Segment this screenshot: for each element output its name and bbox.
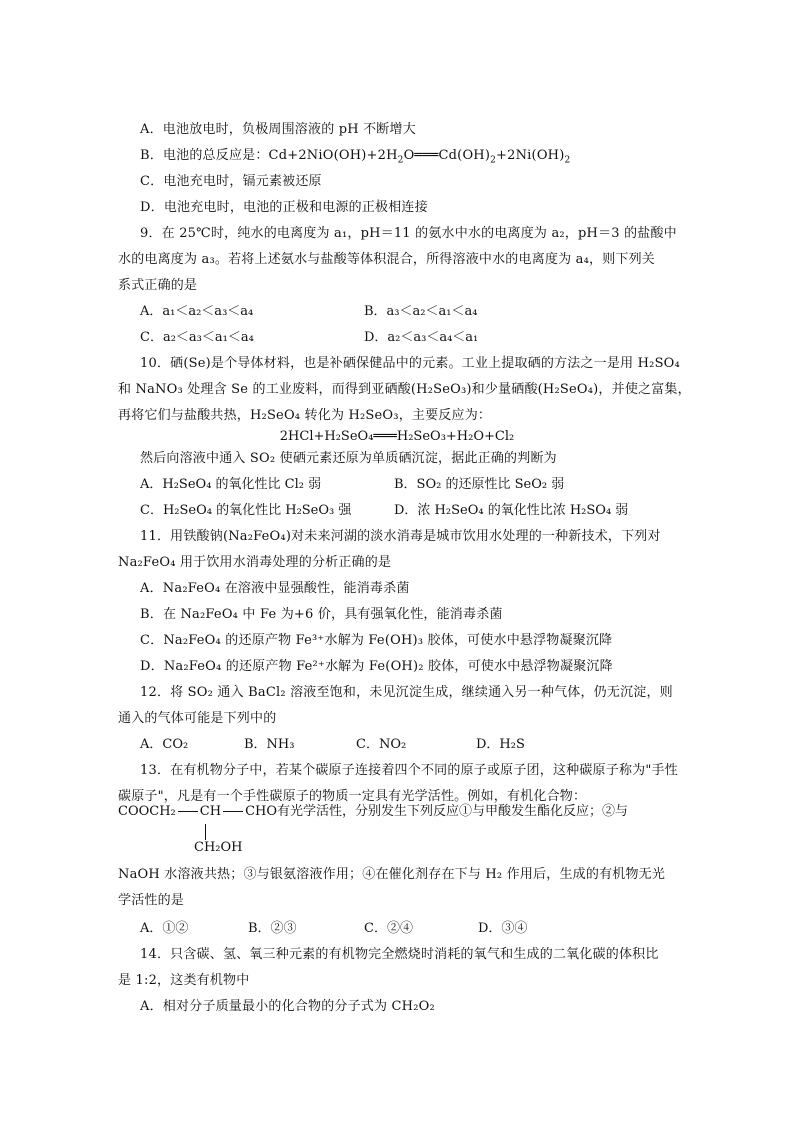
q11-option-c: C．Na₂FeO₄ 的还原产物 Fe³⁺水解为 Fe(OH)₃ 胶体，可使水中悬浮物凝聚沉降	[140, 633, 613, 648]
bond-line	[223, 811, 243, 812]
q12-stem-1: 12．将 SO₂ 通入 BaCl₂ 溶液至饱和，未见沉淀生成，继续通入另一种气体，仍无沉淀，则	[140, 685, 673, 700]
q14-stem-1: 14．只含碳、氢、氧三种元素的有机物完全燃烧时消耗的氧气和生成的二氧化碳的体积比	[140, 947, 659, 962]
q11-option-b: B．在 Na₂FeO₄ 中 Fe 为+6 价，具有强氧化性，能消毒杀菌	[140, 607, 503, 622]
vertical-bond	[205, 824, 206, 840]
structure-tail-text: 有光学活性，分别发生下列反应①与甲酸发生酯化反应；②与	[277, 804, 629, 819]
q11-option-d: D．Na₂FeO₄ 的还原产物 Fe²⁺水解为 Fe(OH)₂ 胶体，可使水中悬浮物凝聚沉降	[140, 659, 613, 674]
chiral-structure-formula	[118, 800, 629, 855]
q9-stem-2: 水的电离度为 a₃。若将上述氨水与盐酸等体积混合，所得溶液中水的电离度为 a₄，则下列关	[118, 252, 655, 267]
structure-right-group: CHO	[245, 804, 278, 819]
structure-center-carbon: CH	[199, 804, 222, 819]
q10-stem-2: 和 NaNO₃ 处理含 Se 的工业废料，而得到亚硒酸(H₂SeO₃)和少量硒酸(H₂SeO₄)，并使之富集，	[118, 382, 691, 397]
q13-option-a: A．①②	[140, 921, 189, 936]
q8-option-b: B．电池的总反应是：$Cd+2NiO(OH)+2H_2O═══Cd(OH)_2+2Ni(OH)_2$	[140, 148, 571, 166]
q10-stem-4: 然后向溶液中通入 SO₂ 使硒元素还原为单质硒沉淀，据此正确的判断为	[140, 451, 557, 466]
q13-option-d: D．③④	[478, 921, 528, 936]
q14-stem-2: 是 1:2，这类有机物中	[118, 973, 250, 988]
q12-option-c: C．NO₂	[356, 737, 407, 752]
q8-option-c: C．电池充电时，镉元素被还原	[140, 174, 322, 189]
q9-option-a: A．a₁＜a₂＜a₃＜a₄	[140, 304, 254, 319]
q9-stem-3: 系式正确的是	[118, 278, 198, 293]
q13-stem-1: 13．在有机物分子中，若某个碳原子连接着四个不同的原子或原子团，这种碳原子称为"手性	[140, 763, 678, 778]
q13-option-c: C．②④	[364, 921, 413, 936]
q10-stem-3: 再将它们与盐酸共热，H₂SeO₄ 转化为 H₂SeO₃，主要反应为：	[118, 408, 492, 423]
q11-option-a: A．Na₂FeO₄ 在溶液中显强酸性，能消毒杀菌	[140, 581, 410, 596]
q10-option-b: B．SO₂ 的还原性比 SeO₂ 弱	[394, 477, 565, 492]
q10-option-a: A．H₂SeO₄ 的氧化性比 Cl₂ 弱	[140, 477, 322, 492]
bond-line	[178, 811, 198, 812]
q12-option-a: A．CO₂	[140, 737, 189, 752]
q12-option-d: D．H₂S	[476, 737, 525, 752]
q10-stem-1: 10．硒(Se)是个导体材料，也是补硒保健品中的元素。工业上提取硒的方法之一是用 H₂SO₄	[140, 356, 680, 371]
q14-option-a: A．相对分子质量最小的化合物的分子式为 CH₂O₂	[140, 999, 435, 1014]
q9-option-d: D．a₂＜a₃＜a₄＜a₁	[364, 330, 479, 345]
structure-side-chain: CH₂OH	[194, 840, 243, 855]
q10-equation: 2HCl+H₂SeO₄═══H₂SeO₃+H₂O+Cl₂	[279, 429, 515, 444]
q10-option-d: D．浓 H₂SeO₄ 的氧化性比浓 H₂SO₄ 弱	[394, 503, 629, 518]
q13-stem-4: 学活性的是	[118, 893, 185, 908]
q13-option-b: B．②③	[248, 921, 297, 936]
q10-option-c: C．H₂SeO₄ 的氧化性比 H₂SeO₃ 强	[140, 503, 352, 518]
q8-option-a: A．电池放电时，负极周围溶液的 pH 不断增大	[140, 122, 416, 137]
q9-stem-1: 9．在 25℃时，纯水的电离度为 a₁，pH＝11 的氨水中水的电离度为 a₂，pH＝3 的盐酸中	[140, 226, 677, 241]
q11-stem-2: Na₂FeO₄ 用于饮用水消毒处理的分析正确的是	[118, 555, 392, 570]
q8-option-d: D．电池充电时，电池的正极和电源的正极相连接	[140, 200, 428, 215]
q12-option-b: B．NH₃	[244, 737, 295, 752]
q12-stem-2: 通入的气体可能是下列中的	[118, 711, 277, 726]
q13-stem-2: 碳原子"，凡是有一个手性碳原子的物质一定具有光学活性。例如，有机化合物：	[118, 789, 587, 804]
q9-option-c: C．a₂＜a₃＜a₁＜a₄	[140, 330, 254, 345]
q9-option-b: B．a₃＜a₂＜a₁＜a₄	[364, 304, 478, 319]
q11-stem-1: 11．用铁酸钠(Na₂FeO₄)对未来河湖的淡水消毒是城市饮用水处理的一种新技术，下列对	[140, 529, 661, 544]
structure-left-group: COOCH₂	[118, 804, 176, 819]
q13-stem-3: NaOH 水溶液共热；③与银氨溶液作用；④在催化剂存在下与 H₂ 作用后，生成的有机物无光	[118, 867, 666, 882]
